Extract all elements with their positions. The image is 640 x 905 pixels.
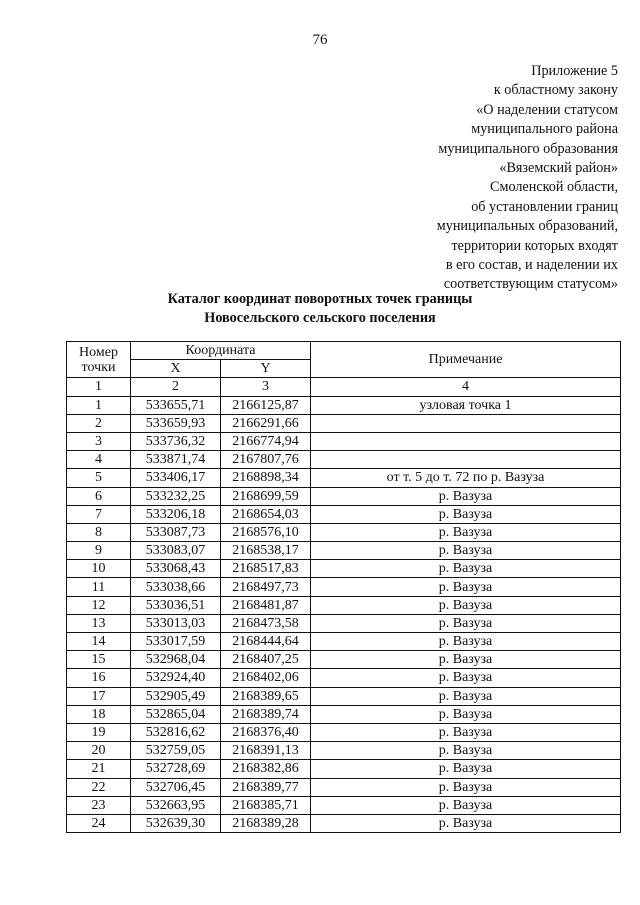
table-row [67,432,621,450]
cell-point-number: 6 [67,487,131,505]
cell-point-number: 5 [67,469,131,487]
cell-x: 533036,51 [131,596,221,614]
table-row [67,505,621,523]
cell-point-number: 12 [67,596,131,614]
cell-point-number: 19 [67,723,131,741]
cell-x: 532759,05 [131,742,221,760]
header-coordinate: Координата [131,342,311,360]
cell-point-number: 7 [67,505,131,523]
cell-note: р. Вазуза [311,742,621,760]
cell-note [311,414,621,432]
page-number: 76 [312,32,328,48]
cell-point-number: 18 [67,705,131,723]
header-number-line-2: точки [81,359,116,375]
cell-y: 2168473,58 [221,614,311,632]
cell-point-number: 1 [67,396,131,414]
cell-x: 532706,45 [131,778,221,796]
cell-x: 532968,04 [131,651,221,669]
cell-point-number: 22 [67,778,131,796]
cell-x: 533038,66 [131,578,221,596]
cell-note: р. Вазуза [311,669,621,687]
cell-point-number: 17 [67,687,131,705]
cell-y: 2168517,83 [221,560,311,578]
appendix-line: муниципальных образований, [436,218,618,235]
table-row [67,578,621,596]
appendix-header [437,62,618,295]
cell-y: 2168389,28 [221,814,311,832]
table-row [67,669,621,687]
cell-x: 532728,69 [131,760,221,778]
cell-point-number: 8 [67,523,131,541]
appendix-line: в его состав, и наделении их [445,257,618,274]
cell-note: р. Вазуза [311,578,621,596]
header-number-line-1: Номер [79,344,118,360]
table-row [67,414,621,432]
cell-x: 533736,32 [131,432,221,450]
cell-x: 533871,74 [131,451,221,469]
appendix-line: «Вяземский район» [499,160,618,177]
appendix-line: территории которых входят [451,237,618,254]
cell-x: 533068,43 [131,560,221,578]
cell-y: 2166291,66 [221,414,311,432]
document-title [0,290,640,328]
cell-y: 2168497,73 [221,578,311,596]
cell-point-number: 20 [67,742,131,760]
table-row [67,687,621,705]
cell-point-number: 11 [67,578,131,596]
cell-y: 2168391,13 [221,742,311,760]
cell-y: 2168444,64 [221,633,311,651]
cell-y: 2168407,25 [221,651,311,669]
cell-x: 533232,25 [131,487,221,505]
cell-note [311,432,621,450]
column-number: 2 [131,378,221,396]
cell-point-number: 9 [67,542,131,560]
cell-note: р. Вазуза [311,614,621,632]
cell-note: р. Вазуза [311,542,621,560]
cell-point-number: 10 [67,560,131,578]
cell-note: р. Вазуза [311,487,621,505]
header-point-number [67,342,131,378]
cell-y: 2168389,65 [221,687,311,705]
appendix-line: муниципального образования [438,140,618,157]
cell-point-number: 3 [67,432,131,450]
cell-y: 2168402,06 [221,669,311,687]
header-y: Y [221,360,311,378]
table-row [67,723,621,741]
cell-note: р. Вазуза [311,723,621,741]
cell-y: 2168389,74 [221,705,311,723]
cell-note: р. Вазуза [311,596,621,614]
cell-note: р. Вазуза [311,796,621,814]
table-row [67,760,621,778]
table-row [67,796,621,814]
title-line-2: Новосельского сельского поселения [204,310,436,326]
cell-point-number: 13 [67,614,131,632]
cell-y: 2168389,77 [221,778,311,796]
header-x: X [131,360,221,378]
coordinates-table-container [66,341,620,833]
cell-note: р. Вазуза [311,687,621,705]
appendix-line: «О наделении статусом [476,101,618,118]
column-number: 3 [221,378,311,396]
cell-point-number: 23 [67,796,131,814]
table-body [67,396,621,833]
cell-x: 532663,95 [131,796,221,814]
cell-note: от т. 5 до т. 72 по р. Вазуза [311,469,621,487]
cell-y: 2168898,34 [221,469,311,487]
cell-y: 2167807,76 [221,451,311,469]
table-row [67,469,621,487]
appendix-line: об установлении границ [471,198,618,215]
table-row [67,451,621,469]
table-row [67,614,621,632]
appendix-line: Смоленской области, [490,179,618,196]
cell-x: 533206,18 [131,505,221,523]
table-row [67,523,621,541]
table-row [67,633,621,651]
cell-y: 2168576,10 [221,523,311,541]
table-row [67,742,621,760]
cell-point-number: 15 [67,651,131,669]
table-row [67,542,621,560]
column-numbers-row [67,378,621,396]
cell-y: 2166774,94 [221,432,311,450]
cell-y: 2168382,86 [221,760,311,778]
cell-x: 533087,73 [131,523,221,541]
cell-point-number: 4 [67,451,131,469]
cell-note: р. Вазуза [311,560,621,578]
table-row [67,396,621,414]
cell-note: р. Вазуза [311,523,621,541]
table-row [67,596,621,614]
cell-note: р. Вазуза [311,814,621,832]
cell-note: р. Вазуза [311,705,621,723]
table-row [67,705,621,723]
cell-y: 2168385,71 [221,796,311,814]
cell-x: 533655,71 [131,396,221,414]
coordinates-table [66,341,621,833]
cell-x: 533017,59 [131,633,221,651]
cell-point-number: 24 [67,814,131,832]
cell-x: 532924,40 [131,669,221,687]
cell-point-number: 14 [67,633,131,651]
column-number: 4 [311,378,621,396]
cell-note: р. Вазуза [311,505,621,523]
cell-y: 2166125,87 [221,396,311,414]
table-row [67,814,621,832]
cell-note: р. Вазуза [311,651,621,669]
appendix-line: Приложение 5 [531,63,618,79]
title-line-1: Каталог координат поворотных точек границы [167,291,473,307]
cell-note: р. Вазуза [311,633,621,651]
cell-y: 2168654,03 [221,505,311,523]
cell-x: 532865,04 [131,705,221,723]
cell-x: 533659,93 [131,414,221,432]
cell-note: р. Вазуза [311,778,621,796]
cell-note [311,451,621,469]
header-note: Примечание [311,342,621,378]
table-row [67,778,621,796]
appendix-line: соответствующим статусом» [443,276,618,293]
cell-x: 533083,07 [131,542,221,560]
table-row [67,487,621,505]
cell-note: узловая точка 1 [311,396,621,414]
table-row [67,560,621,578]
appendix-line: муниципального района [471,121,618,138]
appendix-line: к областному закону [493,82,618,99]
table-row [67,651,621,669]
cell-y: 2168538,17 [221,542,311,560]
cell-x: 532905,49 [131,687,221,705]
cell-note: р. Вазуза [311,760,621,778]
cell-point-number: 2 [67,414,131,432]
cell-point-number: 21 [67,760,131,778]
cell-y: 2168376,40 [221,723,311,741]
cell-y: 2168699,59 [221,487,311,505]
cell-x: 533013,03 [131,614,221,632]
cell-x: 532639,30 [131,814,221,832]
cell-x: 533406,17 [131,469,221,487]
cell-y: 2168481,87 [221,596,311,614]
cell-x: 532816,62 [131,723,221,741]
column-number: 1 [67,378,131,396]
cell-point-number: 16 [67,669,131,687]
